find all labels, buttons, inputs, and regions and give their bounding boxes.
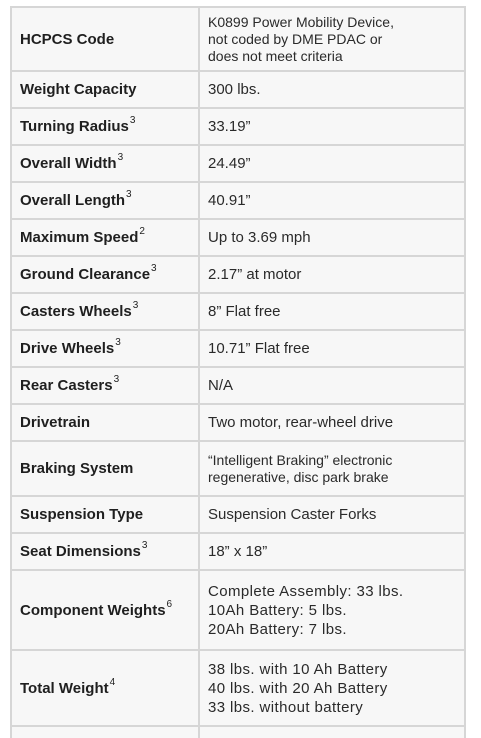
spec-row-rear-casters	[11, 367, 465, 404]
spec-label: Maximum Speed$^2$	[11, 219, 199, 256]
spec-value	[199, 533, 465, 570]
spec-value-line: 40.91”	[208, 192, 251, 209]
spec-value	[199, 108, 465, 145]
spec-label: Ground Clearance$^3$	[11, 256, 199, 293]
spec-row-overall-width	[11, 145, 465, 182]
spec-row-ground-clearance	[11, 256, 465, 293]
spec-label: Component Weights$^6$	[11, 570, 199, 650]
spec-value-line: K0899 Power Mobility Device,	[208, 13, 394, 30]
spec-label: Total Weight$^4$	[11, 650, 199, 726]
spec-value-line: N/A	[208, 377, 234, 394]
spec-value-line: 24.49”	[208, 155, 251, 172]
spec-value	[199, 256, 465, 293]
spec-label-empty	[11, 726, 199, 738]
spec-value-line: regenerative, disc park brake	[208, 468, 389, 485]
spec-value-line: 38 lbs. with 10 Ah Battery	[208, 660, 388, 678]
spec-value	[199, 367, 465, 404]
spec-label: Suspension Type	[11, 496, 199, 533]
spec-value-line: 33 lbs. without battery	[208, 698, 364, 716]
spec-value	[199, 570, 465, 650]
spec-value	[199, 330, 465, 367]
spec-label: Rear Casters$^3$	[11, 367, 199, 404]
spec-value-line: does not meet criteria	[208, 47, 343, 64]
spec-value-line: Up to 3.69 mph	[208, 229, 311, 246]
spec-label: Overall Width$^3$	[11, 145, 199, 182]
spec-value-line: 40 lbs. with 20 Ah Battery	[208, 679, 388, 697]
spec-value	[199, 71, 465, 108]
spec-label: Braking System	[11, 441, 199, 496]
spec-value	[199, 145, 465, 182]
spec-value	[199, 441, 465, 496]
spec-value	[199, 293, 465, 330]
spec-value	[199, 7, 465, 71]
spec-value-line: “Intelligent Braking” electronic	[208, 451, 393, 468]
spec-row-component-weights	[11, 570, 465, 650]
spec-row-turning-radius	[11, 108, 465, 145]
spec-label: Turning Radius$^3$	[11, 108, 199, 145]
spec-value-line: 18” x 18”	[208, 543, 268, 560]
spec-row-partial	[11, 726, 465, 738]
spec-value-line: 10.71” Flat free	[208, 340, 310, 357]
spec-value	[199, 404, 465, 441]
spec-row-braking-system	[11, 441, 465, 496]
spec-row-casters-wheels	[11, 293, 465, 330]
spec-row-maximum-speed	[11, 219, 465, 256]
spec-value	[199, 650, 465, 726]
spec-label: Casters Wheels$^3$	[11, 293, 199, 330]
spec-value-empty	[199, 726, 465, 738]
spec-row-hcpcs-code	[11, 7, 465, 71]
spec-value-line: not coded by DME PDAC or	[208, 30, 383, 47]
spec-value-line: Suspension Caster Forks	[208, 506, 377, 523]
spec-value-line: Two motor, rear-wheel drive	[208, 414, 394, 431]
spec-label: Drive Wheels$^3$	[11, 330, 199, 367]
spec-row-drivetrain	[11, 404, 465, 441]
spec-value	[199, 182, 465, 219]
spec-row-total-weight	[11, 650, 465, 726]
spec-label: HCPCS Code	[11, 7, 199, 71]
spec-row-weight-capacity	[11, 71, 465, 108]
spec-value-line: 300 lbs.	[208, 81, 261, 98]
spec-row-drive-wheels	[11, 330, 465, 367]
spec-label: Seat Dimensions$^3$	[11, 533, 199, 570]
spec-row-overall-length	[11, 182, 465, 219]
spec-row-suspension-type	[11, 496, 465, 533]
spec-label: Overall Length$^3$	[11, 182, 199, 219]
spec-value	[199, 219, 465, 256]
spec-value	[199, 496, 465, 533]
spec-value-line: 20Ah Battery: 7 lbs.	[208, 620, 347, 638]
spec-value-line: Complete Assembly: 33 lbs.	[208, 582, 404, 600]
spec-value-line: 8” Flat free	[208, 303, 281, 320]
spec-table	[10, 6, 466, 738]
spec-label: Weight Capacity	[11, 71, 199, 108]
spec-value-line: 10Ah Battery: 5 lbs.	[208, 601, 347, 619]
spec-row-seat-dimensions	[11, 533, 465, 570]
spec-label: Drivetrain	[11, 404, 199, 441]
spec-value-line: 2.17” at motor	[208, 266, 302, 283]
spec-value-line: 33.19”	[208, 118, 251, 135]
